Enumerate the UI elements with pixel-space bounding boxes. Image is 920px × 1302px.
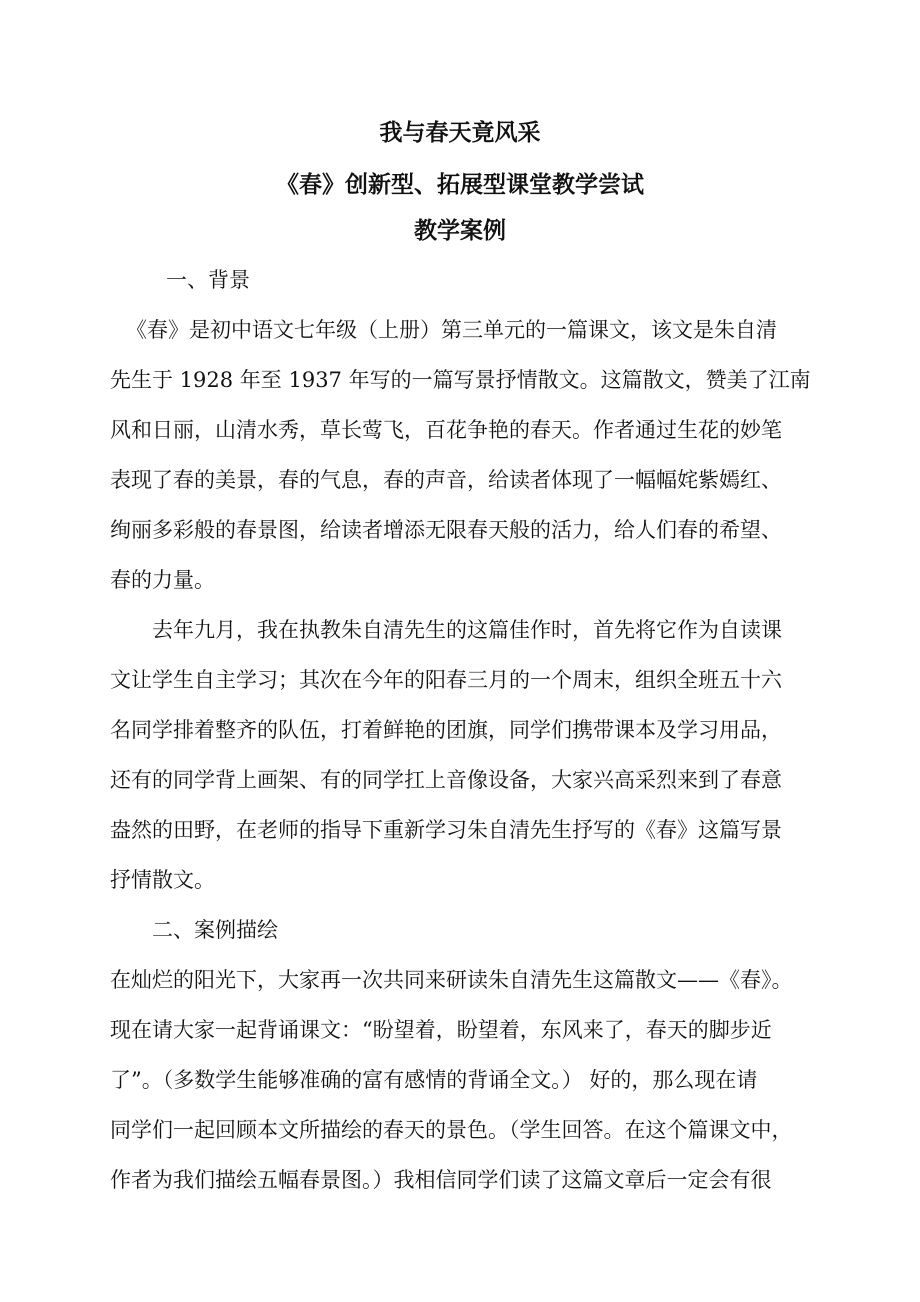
document-title: 我与春天竟风采 — [379, 119, 541, 146]
paragraph-line: 春的力量。 — [110, 568, 215, 592]
paragraph-line: 同学们一起回顾本文所描绘的春天的景色。（学生回答。在这个篇课文中， — [110, 1118, 793, 1142]
section-heading-case: 二、案例描绘 — [152, 918, 278, 942]
paragraph-line: 现在请大家一起背诵课文：“盼望着，盼望着，东风来了，春天的脚步近 — [110, 1018, 772, 1042]
paragraph-line: 抒情散文。 — [110, 868, 215, 892]
section-heading-background: 一、背景 — [166, 268, 250, 292]
paragraph-line: 盎然的田野，在老师的指导下重新学习朱自清先生抒写的《春》这篇写景 — [110, 818, 782, 842]
paragraph-line: 表现了春的美景，春的气息，春的声音，给读者体现了一幅幅姹紫嫣红、 — [110, 468, 782, 492]
paragraph-line: 名同学排着整齐的队伍，打着鲜艳的团旗，同学们携带课本及学习用品， — [110, 718, 782, 742]
paragraph-line: 文让学生自主学习；其次在今年的阳春三月的一个周末，组织全班五十六 — [110, 668, 782, 692]
paragraph-line: 绚丽多彩般的春景图，给读者增添无限春天般的活力，给人们春的希望、 — [110, 518, 782, 542]
paragraph-line: 在灿烂的阳光下，大家再一次共同来研读朱自清先生这篇散文——《春》。 — [110, 968, 793, 992]
paragraph-line: 了”。（多数学生能够准确的富有感情的背诵全文。） 好的，那么现在请 — [110, 1068, 758, 1092]
paragraph-line: 还有的同学背上画架、有的同学扛上音像设备，大家兴高采烈来到了春意 — [110, 768, 782, 792]
document-subtitle-case: 教学案例 — [414, 217, 506, 244]
document-subtitle: 《春》创新型、拓展型课堂教学尝试 — [276, 171, 644, 198]
paragraph-line: 去年九月，我在执教朱自清先生的这篇佳作时，首先将它作为自读课 — [152, 618, 782, 642]
paragraph-line: 作者为我们描绘五幅春景图。）我相信同学们读了这篇文章后一定会有很 — [110, 1168, 772, 1192]
paragraph-line: 先生于 1928 年至 1937 年写的一篇写景抒情散文。这篇散文，赞美了江南 — [110, 368, 811, 392]
paragraph-line: 《春》是初中语文七年级（上册）第三单元的一篇课文，该文是朱自清 — [126, 318, 777, 342]
paragraph-line: 风和日丽，山清水秀，草长莺飞，百花争艳的春天。作者通过生花的妙笔 — [110, 418, 782, 442]
